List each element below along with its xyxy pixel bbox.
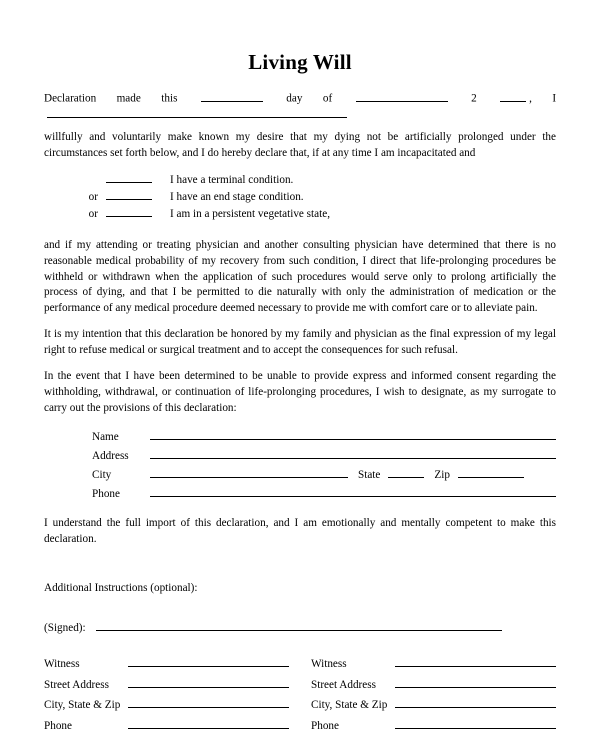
condition-checkbox-blank-3[interactable] xyxy=(106,207,152,218)
witness-section xyxy=(44,656,556,738)
witness2-label-street: Street Address xyxy=(311,678,376,691)
condition-checkbox-blank-2[interactable] xyxy=(106,190,152,201)
option-or-label-3: or xyxy=(88,208,98,221)
witness2-input-phone[interactable] xyxy=(395,718,556,729)
page-title: Living Will xyxy=(248,50,352,74)
declaration-day-blank[interactable] xyxy=(201,91,263,102)
condition-option-row-2 xyxy=(44,189,556,206)
witness1-input-city[interactable] xyxy=(128,697,289,708)
declaration-name-blank[interactable] xyxy=(47,107,347,118)
input-city[interactable] xyxy=(150,467,348,478)
witness1-input-phone[interactable] xyxy=(128,718,289,729)
paragraph-closing: I understand the full import of this declaration, and I am emotionally and mentally competent to make this declaration. xyxy=(44,517,556,546)
label-phone: Phone xyxy=(92,487,120,500)
declaration-month-blank[interactable] xyxy=(356,91,448,102)
witness2-label-witness: Witness xyxy=(311,658,347,671)
witness1-input-street[interactable] xyxy=(128,677,289,688)
label-state: State xyxy=(358,468,381,481)
declaration-body: willfully and voluntarily make known my desire that my dying not be artificially prolonged under the circumstances set forth below, and I do hereby declare that, if at any time I am incapacitated and xyxy=(44,130,556,159)
surrogate-fields xyxy=(44,429,556,503)
field-row-phone xyxy=(92,485,556,502)
witness2-row-city xyxy=(311,697,556,714)
witness-column-2 xyxy=(311,656,556,738)
condition-options xyxy=(44,172,556,224)
witness1-label-phone: Phone xyxy=(44,719,72,732)
witness2-row-phone xyxy=(311,718,556,735)
condition-option-label-2: I have an end stage condition. xyxy=(170,191,304,204)
declaration-paragraph xyxy=(44,91,556,124)
witness2-input-witness[interactable] xyxy=(395,656,556,667)
input-name[interactable] xyxy=(150,429,556,440)
signature-row xyxy=(44,620,556,634)
label-city: City xyxy=(92,468,112,481)
witness-column-1 xyxy=(44,656,289,738)
label-name: Name xyxy=(92,430,119,443)
label-zip: Zip xyxy=(434,468,450,481)
witness2-label-phone: Phone xyxy=(311,719,339,732)
witness1-input-witness[interactable] xyxy=(128,656,289,667)
declaration-comma-i: , I xyxy=(529,92,557,105)
condition-option-row-3 xyxy=(44,206,556,223)
input-address[interactable] xyxy=(150,448,556,459)
condition-option-row-1 xyxy=(44,172,556,189)
declaration-day-of: day of xyxy=(286,92,333,105)
field-row-name xyxy=(92,429,556,446)
witness1-row-witness xyxy=(44,656,289,673)
option-or-label-2: or xyxy=(88,191,98,204)
condition-option-label-1: I have a terminal condition. xyxy=(170,173,294,186)
witness2-input-city[interactable] xyxy=(395,697,556,708)
input-state[interactable] xyxy=(388,467,424,478)
paragraph-intention: It is my intention that this declaration be honored by my family and physician as the final expression of my legal right to refuse medical or surgical treatment and to accept the consequences for such refusal. xyxy=(44,328,556,357)
label-address: Address xyxy=(92,449,129,462)
witness1-row-phone xyxy=(44,718,289,735)
witness1-label-city: City, State & Zip xyxy=(44,699,121,712)
paragraph-directive: and if my attending or treating physician and another consulting physician have determined that there is no reasonable medical probability of my recovery from such condition, I direct that life-prolonging procedures be withheld or withdrawn when the application of such procedures would serve only to prolong artificially the process of dying, and that I be permitted to die naturally with only the administration of medication or the performance of any medical procedure deemed necessary to provide me with comfort care or to alleviate pain. xyxy=(44,238,556,315)
field-row-city-state-zip xyxy=(92,467,556,484)
label-signed: (Signed): xyxy=(44,622,86,635)
condition-checkbox-blank-1[interactable] xyxy=(106,172,152,183)
declaration-year-blank[interactable] xyxy=(500,91,526,102)
declaration-year-prefix: 2 xyxy=(471,92,477,105)
witness2-label-city: City, State & Zip xyxy=(311,699,388,712)
witness1-row-street xyxy=(44,677,289,694)
witness1-label-street: Street Address xyxy=(44,678,109,691)
additional-instructions-label: Additional Instructions (optional): xyxy=(44,582,198,595)
input-signature[interactable] xyxy=(96,620,502,631)
witness1-row-city xyxy=(44,697,289,714)
declaration-lead: Declaration made this xyxy=(44,92,178,105)
witness2-row-street xyxy=(311,677,556,694)
paragraph-surrogate: In the event that I have been determined to be unable to provide express and informed consent regarding the withholding, withdrawal, or continuation of life-prolonging procedures, I wish to designate, as my surrogate to carry out the provisions of this declaration: xyxy=(44,370,556,414)
condition-option-label-3: I am in a persistent vegetative state, xyxy=(170,208,330,221)
input-phone[interactable] xyxy=(150,485,556,496)
witness1-label-witness: Witness xyxy=(44,658,80,671)
spacer xyxy=(44,558,556,564)
witness2-row-witness xyxy=(311,656,556,673)
field-row-address xyxy=(92,448,556,465)
witness2-input-street[interactable] xyxy=(395,677,556,688)
input-zip[interactable] xyxy=(458,467,524,478)
